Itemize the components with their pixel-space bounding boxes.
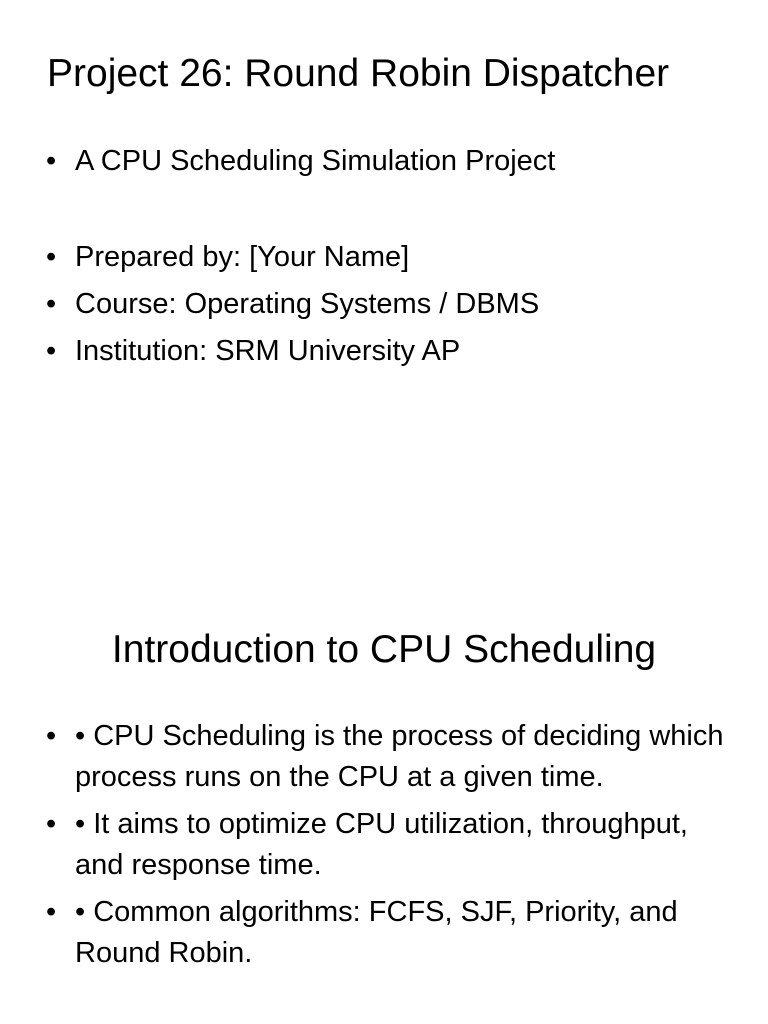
bullet-item	[46, 892, 726, 974]
bullet-dot-icon: •	[46, 720, 57, 752]
bullet-item	[46, 284, 726, 325]
bullet-text: Institution: SRM University AP	[75, 335, 461, 367]
bullet-item	[46, 141, 726, 182]
bullet-text: • Common algorithms: FCFS, SJF, Priority, and Round Robin.	[75, 896, 678, 969]
slide-2-title: Introduction to CPU Scheduling	[111, 628, 657, 671]
bullet-text: Prepared by: [Your Name]	[75, 241, 410, 273]
bullet-text: Course: Operating Systems / DBMS	[75, 288, 540, 320]
slide-1-bullet-list	[46, 141, 726, 378]
bullet-text: • It aims to optimize CPU utilization, throughput, and response time.	[75, 808, 688, 881]
slide-2-bullet-list	[46, 716, 726, 980]
bullet-item	[46, 716, 726, 798]
bullet-dot-icon: •	[46, 896, 57, 928]
bullet-dot-icon: •	[46, 145, 57, 177]
slide-2	[0, 512, 768, 1024]
bullet-item	[46, 804, 726, 886]
bullet-text: A CPU Scheduling Simulation Project	[75, 145, 556, 177]
bullet-item	[46, 331, 726, 372]
bullet-dot-icon: •	[46, 335, 57, 367]
bullet-dot-icon: •	[46, 808, 57, 840]
bullet-dot-icon: •	[46, 288, 57, 320]
bullet-item	[46, 237, 726, 278]
slide-1-title: Project 26: Round Robin Dispatcher	[47, 52, 670, 95]
bullet-text: • CPU Scheduling is the process of deciding which process runs on the CPU at a given time.	[75, 720, 724, 793]
bullet-dot-icon: •	[46, 241, 57, 273]
